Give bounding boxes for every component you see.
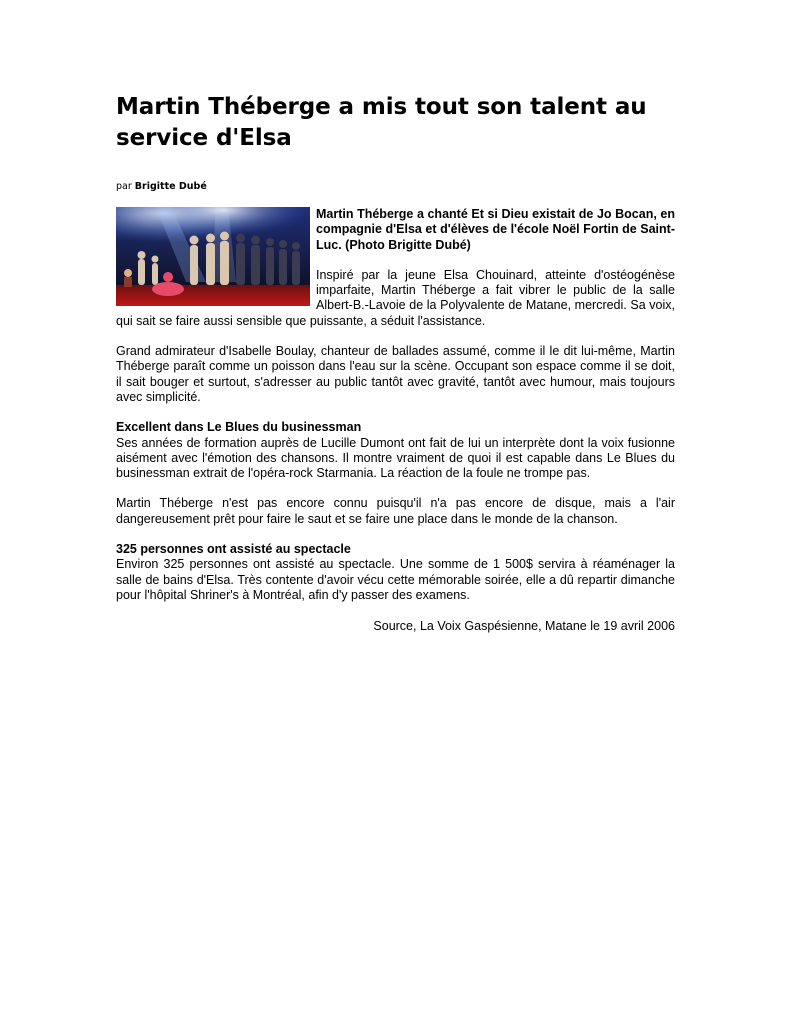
article-title: Martin Théberge a mis tout son talent au service d'Elsa xyxy=(116,94,647,151)
article-source: Source, La Voix Gaspésienne, Matane le 19 avril 2006 xyxy=(373,619,675,634)
paragraph-5: Environ 325 personnes ont assisté au spectacle. Une somme de 1 500$ servira à réaménager la salle de bains d'Elsa. Très contente d'avoir vécu cette mémorable soirée, elle a dû repartir dimanche pour l'hôpital Shriner's à Montréal, afin d'y passer des examens. xyxy=(116,557,675,602)
paragraph-1: Inspiré par la jeune Elsa Chouinard, atteinte d'ostéogénèse imparfaite, Martin Théberge a fait vibrer le public de la salle Albert-B.-Lavoie de la Polyvalente de Matane, mercredi. Sa voix, qui sait se faire aussi sensible que puissante, a séduit l'assistance. xyxy=(116,267,675,328)
article xyxy=(116,92,675,635)
stage-photo-illustration xyxy=(116,207,310,306)
photo-caption: Martin Théberge a chanté Et si Dieu existait de Jo Bocan, en compagnie d'Elsa et d'élèves de l'école Noël Fortin de Saint-Luc. (Photo Brigitte Dubé) xyxy=(316,207,675,252)
byline xyxy=(116,181,675,193)
byline-author: Brigitte Dubé xyxy=(134,181,207,192)
section-heading-attendance: 325 personnes ont assisté au spectacle xyxy=(116,542,351,557)
paragraph-4: Martin Théberge n'est pas encore connu puisqu'il n'a pas encore de disque, mais a l'air dangereusement prêt pour faire le saut et se faire une place dans le monde de la chanson. xyxy=(116,496,675,526)
section-heading-blues: Excellent dans Le Blues du businessman xyxy=(116,420,362,435)
byline-prefix: par xyxy=(116,181,132,192)
paragraph-2: Grand admirateur d'Isabelle Boulay, chanteur de ballades assumé, comme il le dit lui-même, Martin Théberge paraît comme un poisson dans l'eau sur la scène. Occupant son espace comme il se doit, il sait bouger et surtout, s'adresser au public tantôt avec gravité, tantôt avec humour, mais toujours avec simplicité. xyxy=(116,344,675,404)
paragraph-3: Ses années de formation auprès de Lucille Dumont ont fait de lui un interprète dont la voix fusionne aisément avec l'émotion des chansons. Il montre vraiment de quoi il est capable dans Le Blues du businessman extrait de l'opéra-rock Starmania. La réaction de la foule ne trompe pas. xyxy=(116,435,675,481)
concert-photo xyxy=(116,207,310,306)
